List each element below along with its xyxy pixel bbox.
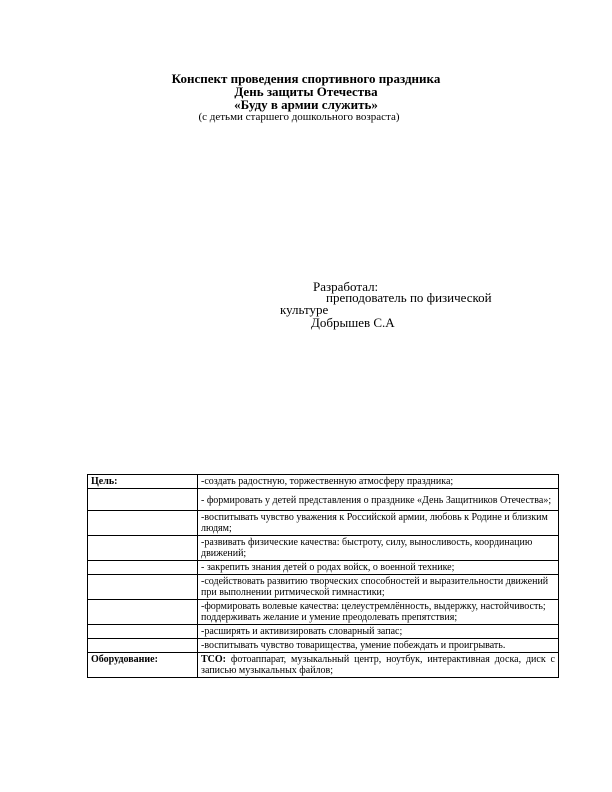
- table-row: [88, 475, 559, 489]
- goal-item: -расширять и активизировать словарный запас;: [198, 625, 559, 639]
- table-row: [88, 600, 559, 625]
- table-row: [88, 653, 559, 678]
- empty-label-cell: [88, 511, 198, 536]
- author-name: Добрышев С.А: [311, 315, 395, 330]
- table-row: [88, 561, 559, 575]
- equipment-cell: [198, 653, 559, 678]
- table-row: [88, 575, 559, 600]
- table-row: [88, 639, 559, 653]
- empty-label-cell: [88, 625, 198, 639]
- document-title-block: [0, 72, 612, 123]
- author-position-line-2: культуре: [280, 302, 329, 317]
- goals-table: [87, 474, 559, 678]
- title-line-1: Конспект проведения спортивного праздника: [171, 71, 441, 86]
- author-label: Разработал:: [313, 279, 379, 294]
- equipment-label: Оборудование:: [88, 653, 198, 678]
- goal-item: -развивать физические качества: быстроту, силу, выносливость, координацию движений;: [198, 536, 559, 561]
- goal-item: -содействовать развитию творческих способностей и выразительности движений при выполнении ритмической гимнастики;: [198, 575, 559, 600]
- goal-label: Цель:: [88, 475, 198, 489]
- empty-label-cell: [88, 575, 198, 600]
- title-line-3: «Буду в армии служить»: [234, 97, 378, 112]
- author-position-line-1: преподователь по физической: [326, 290, 492, 305]
- equipment-text: фотоаппарат, музыкальный центр, ноутбук, интерактивная доска, диск с записью музыкальных файлов;: [201, 654, 555, 676]
- equipment-title: ТСО:: [201, 654, 226, 665]
- table-row: [88, 536, 559, 561]
- empty-label-cell: [88, 600, 198, 625]
- goal-item: -формировать волевые качества: целеустремлённость, выдержку, настойчивость; поддерживать желание и умение преодолевать препятствия;: [198, 600, 559, 625]
- goal-item: -воспитывать чувство уважения к Российской армии, любовь к Родине и близким людям;: [198, 511, 559, 536]
- goal-item: -воспитывать чувство товарищества, умение побеждать и проигрывать.: [198, 639, 559, 653]
- empty-label-cell: [88, 561, 198, 575]
- table-row: [88, 625, 559, 639]
- table-row: [88, 511, 559, 536]
- goal-item: -создать радостную, торжественную атмосферу праздника;: [198, 475, 559, 489]
- empty-label-cell: [88, 536, 198, 561]
- goal-item: - закрепить знания детей о родах войск, о военной технике;: [198, 561, 559, 575]
- subtitle: (с детьми старшего дошкольного возраста): [198, 111, 400, 123]
- goal-item: - формировать у детей представления о празднике «День Защитников Отечества»;: [198, 489, 559, 511]
- table-row: [88, 489, 559, 511]
- title-line-2: День защиты Отечества: [234, 84, 378, 99]
- empty-label-cell: [88, 489, 198, 511]
- empty-label-cell: [88, 639, 198, 653]
